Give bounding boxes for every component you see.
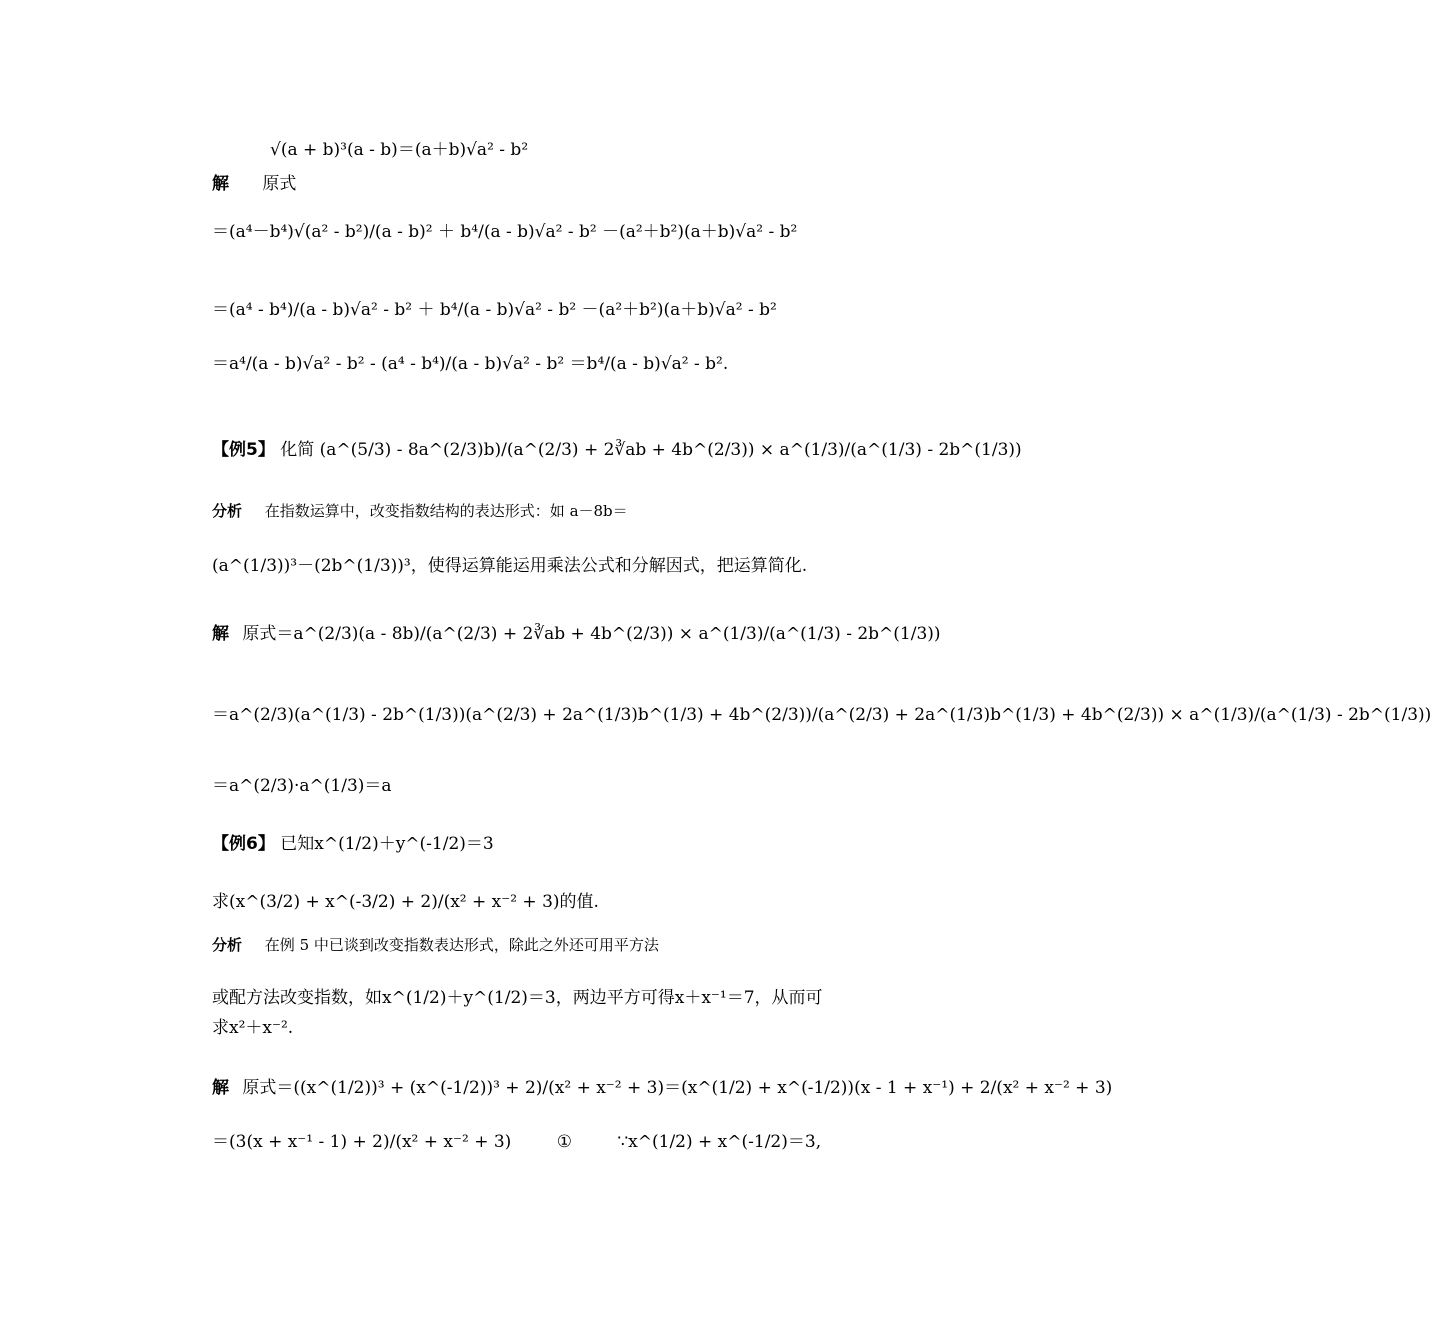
formula-line-4 <box>212 300 777 320</box>
example-text: 已知x^(1/2)＋y^(-1/2)＝3 <box>280 834 494 854</box>
formula-text: 原式＝((x^(1/2))³ + (x^(-1/2))³ + 2)/(x² + x⁻² + 3)＝(x^(1/2) + x^(-1/2))(x - 1 + x⁻¹) + 2/(x² + x⁻² + 3) <box>242 1078 1113 1098</box>
analysis-1 <box>212 502 628 520</box>
solution-label: 解 <box>212 624 229 644</box>
formula-line-3 <box>212 222 797 242</box>
analysis-text: 在例 5 中已谈到改变指数表达形式，除此之外还可用平方法 <box>264 936 659 954</box>
solution-5-line-2 <box>212 705 1431 725</box>
formula-text: ＝a^(2/3)·a^(1/3)＝a <box>212 776 392 796</box>
formula-text: ＝(a⁴－b⁴)√(a² - b²)/(a - b)² ＋ b⁴/(a - b)√a² - b² －(a²＋b²)(a＋b)√a² - b² <box>212 222 798 242</box>
solution-5-line-3 <box>212 776 392 796</box>
analysis-label: 分析 <box>212 936 243 954</box>
solution-heading <box>212 174 296 194</box>
analysis-text: (a^(1/3))³－(2b^(1/3))³，使得运算能运用乘法公式和分解因式，把运算简化. <box>212 556 808 576</box>
example-label: 【例6】 <box>212 834 275 854</box>
analysis-text: 求x²＋x⁻². <box>212 1018 294 1038</box>
example-6 <box>212 834 494 854</box>
analysis-text: 在指数运算中，改变指数结构的表达形式：如 a－8b＝ <box>264 502 628 520</box>
question-text: 求(x^(3/2) + x^(-3/2) + 2)/(x² + x⁻² + 3)的值. <box>212 892 599 912</box>
formula-line-5 <box>212 354 728 374</box>
analysis-text: 或配方法改变指数，如x^(1/2)＋y^(1/2)＝3，两边平方可得x＋x⁻¹＝7，从而可 <box>212 988 823 1008</box>
example-6-question <box>212 892 599 912</box>
analysis-label: 分析 <box>212 502 243 520</box>
example-label: 【例5】 <box>212 440 275 460</box>
since-clause: ∵x^(1/2) + x^(-1/2)＝3, <box>617 1132 822 1152</box>
original-expression-label: 原式 <box>262 174 297 194</box>
example-text: 化简 (a^(5/3) - 8a^(2/3)b)/(a^(2/3) + 2∛ab + 4b^(2/3)) × a^(1/3)/(a^(1/3) - 2b^(1/3)) <box>280 440 1022 460</box>
analysis-2-continued-2 <box>212 1018 293 1038</box>
analysis-2-continued-1 <box>212 988 823 1008</box>
solution-label: 解 <box>212 174 229 194</box>
solution-6-line-1 <box>212 1078 1112 1098</box>
analysis-2 <box>212 936 659 954</box>
formula-text: ＝(3(x + x⁻¹ - 1) + 2)/(x² + x⁻² + 3) <box>212 1132 512 1152</box>
example-5 <box>212 440 1022 460</box>
formula-text: ＝a⁴/(a - b)√a² - b² - (a⁴ - b⁴)/(a - b)√a² - b² ＝b⁴/(a - b)√a² - b². <box>212 354 729 374</box>
solution-6-line-2 <box>212 1132 821 1152</box>
analysis-1-continued <box>212 556 807 576</box>
formula-text: ＝(a⁴ - b⁴)/(a - b)√a² - b² ＋ b⁴/(a - b)√a² - b² －(a²＋b²)(a＋b)√a² - b² <box>212 300 777 320</box>
formula-text: ＝a^(2/3)(a^(1/3) - 2b^(1/3))(a^(2/3) + 2a^(1/3)b^(1/3) + 4b^(2/3))/(a^(2/3) + 2a^(1/3)b^(1/3) + 4b^(2/3)) × a^(1/3)/(a^(1/3) - 2b^(1/3)) <box>212 705 1431 725</box>
formula-text: 原式＝a^(2/3)(a - 8b)/(a^(2/3) + 2∛ab + 4b^(2/3)) × a^(1/3)/(a^(1/3) - 2b^(1/3)) <box>242 624 941 644</box>
formula-text: √(a + b)³(a - b)＝(a＋b)√a² - b² <box>270 140 529 160</box>
solution-label: 解 <box>212 1078 229 1098</box>
formula-line-1 <box>270 140 528 160</box>
equation-number: ① <box>556 1132 572 1152</box>
solution-5-line-1 <box>212 624 941 644</box>
